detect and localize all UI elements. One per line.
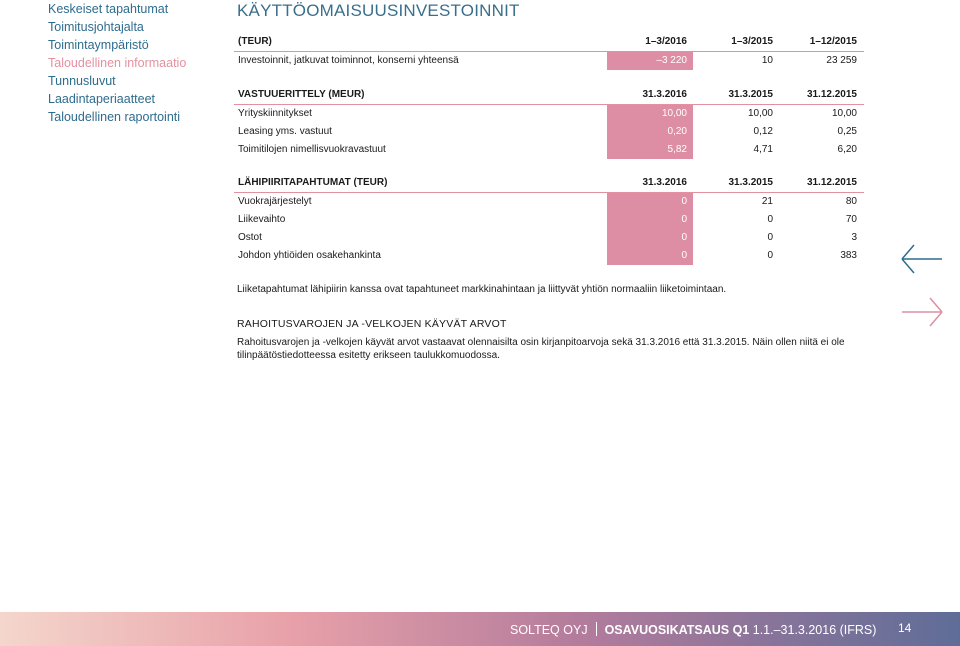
- nav-item-toimitusjohtajalta[interactable]: Toimitusjohtajalta: [48, 20, 144, 34]
- cell-col-3: 0,25: [837, 126, 857, 137]
- cell-col-1: 5,82: [667, 144, 687, 155]
- sidebar-nav: [48, 0, 218, 126]
- header-col-1: 31.3.2016: [642, 177, 687, 188]
- fair-values-heading: RAHOITUSVAROJEN JA -VELKOJEN KÄYVÄT ARVOT: [237, 318, 507, 330]
- header-col-3: 31.12.2015: [806, 177, 857, 188]
- page-title: KÄYTTÖOMAISUUSINVESTOINNIT: [237, 1, 520, 20]
- table-header: [234, 86, 864, 105]
- page-number: 14: [898, 621, 912, 635]
- row-label: Vuokrajärjestelyt: [238, 196, 312, 207]
- nav-item-taloudellinen-raportointi[interactable]: Taloudellinen raportointi: [48, 110, 181, 124]
- header-col-1: 1–3/2016: [645, 36, 687, 47]
- header-col-3: 31.12.2015: [806, 89, 857, 100]
- table-row: [234, 211, 864, 229]
- cell-col-3: 23 259: [826, 55, 857, 66]
- table-row: [234, 52, 864, 70]
- header-label: (TEUR): [238, 36, 272, 47]
- table-header: [234, 174, 864, 193]
- footer-divider: [596, 622, 597, 636]
- table-header: [234, 33, 864, 52]
- commitments-table: [234, 86, 864, 159]
- cell-col-1: 0: [681, 250, 687, 261]
- cell-col-2: 21: [761, 196, 773, 207]
- cell-col-2: 0: [767, 214, 773, 225]
- row-label: Investoinnit, jatkuvat toiminnot, konserni yhteensä: [238, 55, 459, 66]
- cell-col-1: 0: [681, 196, 687, 207]
- footer-report-period: 1.1.–31.3.2016 (IFRS): [749, 623, 877, 637]
- header-col-2: 1–3/2015: [731, 36, 773, 47]
- cell-col-1: –3 220: [656, 55, 687, 66]
- related-party-table: [234, 174, 864, 265]
- cell-col-3: 3: [851, 232, 857, 243]
- header-col-3: 1–12/2015: [809, 36, 857, 47]
- table-row: [234, 229, 864, 247]
- cell-col-1: 0,20: [667, 126, 687, 137]
- footer-text: [510, 622, 876, 637]
- cell-col-3: 10,00: [831, 108, 857, 119]
- arrow-right-icon[interactable]: [900, 296, 944, 328]
- row-label: Yrityskiinnitykset: [238, 108, 312, 119]
- table-row: [234, 247, 864, 265]
- row-label: Johdon yhtiöiden osakehankinta: [238, 250, 381, 261]
- cell-col-2: 4,71: [753, 144, 773, 155]
- cell-col-1: 10,00: [661, 108, 687, 119]
- row-label: Ostot: [238, 232, 262, 243]
- cell-col-2: 10,00: [747, 108, 773, 119]
- footer-bar: [0, 612, 960, 646]
- cell-col-2: 10: [761, 55, 773, 66]
- related-party-note: Liiketapahtumat lähipiirin kanssa ovat tapahtuneet markkinahintaan ja liittyvät yhtiön normaaliin liiketoimintaan.: [237, 284, 727, 295]
- nav-item-taloudellinen-informaatio[interactable]: Taloudellinen informaatio: [48, 56, 187, 70]
- row-label: Leasing yms. vastuut: [238, 126, 332, 137]
- header-label: VASTUUERITTELY (MEUR): [238, 89, 365, 100]
- cell-col-1: 0: [681, 232, 687, 243]
- cell-col-1: 0: [681, 214, 687, 225]
- header-label: LÄHIPIIRITAPAHTUMAT (TEUR): [238, 177, 388, 188]
- cell-col-3: 383: [840, 250, 857, 261]
- cell-col-2: 0,12: [753, 126, 773, 137]
- footer-report-title: OSAVUOSIKATSAUS Q1: [604, 623, 750, 637]
- footer-company: SOLTEQ OYJ: [510, 623, 588, 637]
- fair-values-text: Rahoitusvarojen ja -velkojen käyvät arvot vastaavat olennaisilta osin kirjanpitoarvoja sekä 31.3.2016 että 31.3.2015. Näin ollen niitä ei ole tilinpäätöstiedotteessa esitetty erikseen taulukkomuodossa.: [237, 337, 845, 361]
- cell-col-3: 70: [845, 214, 857, 225]
- nav-item-keskeiset-tapahtumat[interactable]: Keskeiset tapahtumat: [48, 2, 169, 16]
- row-label: Liikevaihto: [238, 214, 286, 225]
- nav-item-toimintaymparisto[interactable]: Toimintaympäristö: [48, 38, 149, 52]
- nav-item-laadintaperiaatteet[interactable]: Laadintaperiaatteet: [48, 92, 156, 106]
- investments-table: [234, 33, 864, 70]
- header-col-2: 31.3.2015: [728, 177, 773, 188]
- cell-col-3: 6,20: [837, 144, 857, 155]
- header-col-1: 31.3.2016: [642, 89, 687, 100]
- nav-item-tunnusluvut[interactable]: Tunnusluvut: [48, 74, 116, 88]
- header-col-2: 31.3.2015: [728, 89, 773, 100]
- cell-col-3: 80: [845, 196, 857, 207]
- arrow-left-icon[interactable]: [900, 243, 944, 275]
- table-row: [234, 141, 864, 159]
- table-row: [234, 193, 864, 211]
- table-row: [234, 123, 864, 141]
- table-row: [234, 105, 864, 123]
- row-label: Toimitilojen nimellisvuokravastuut: [238, 144, 386, 155]
- cell-col-2: 0: [767, 232, 773, 243]
- cell-col-2: 0: [767, 250, 773, 261]
